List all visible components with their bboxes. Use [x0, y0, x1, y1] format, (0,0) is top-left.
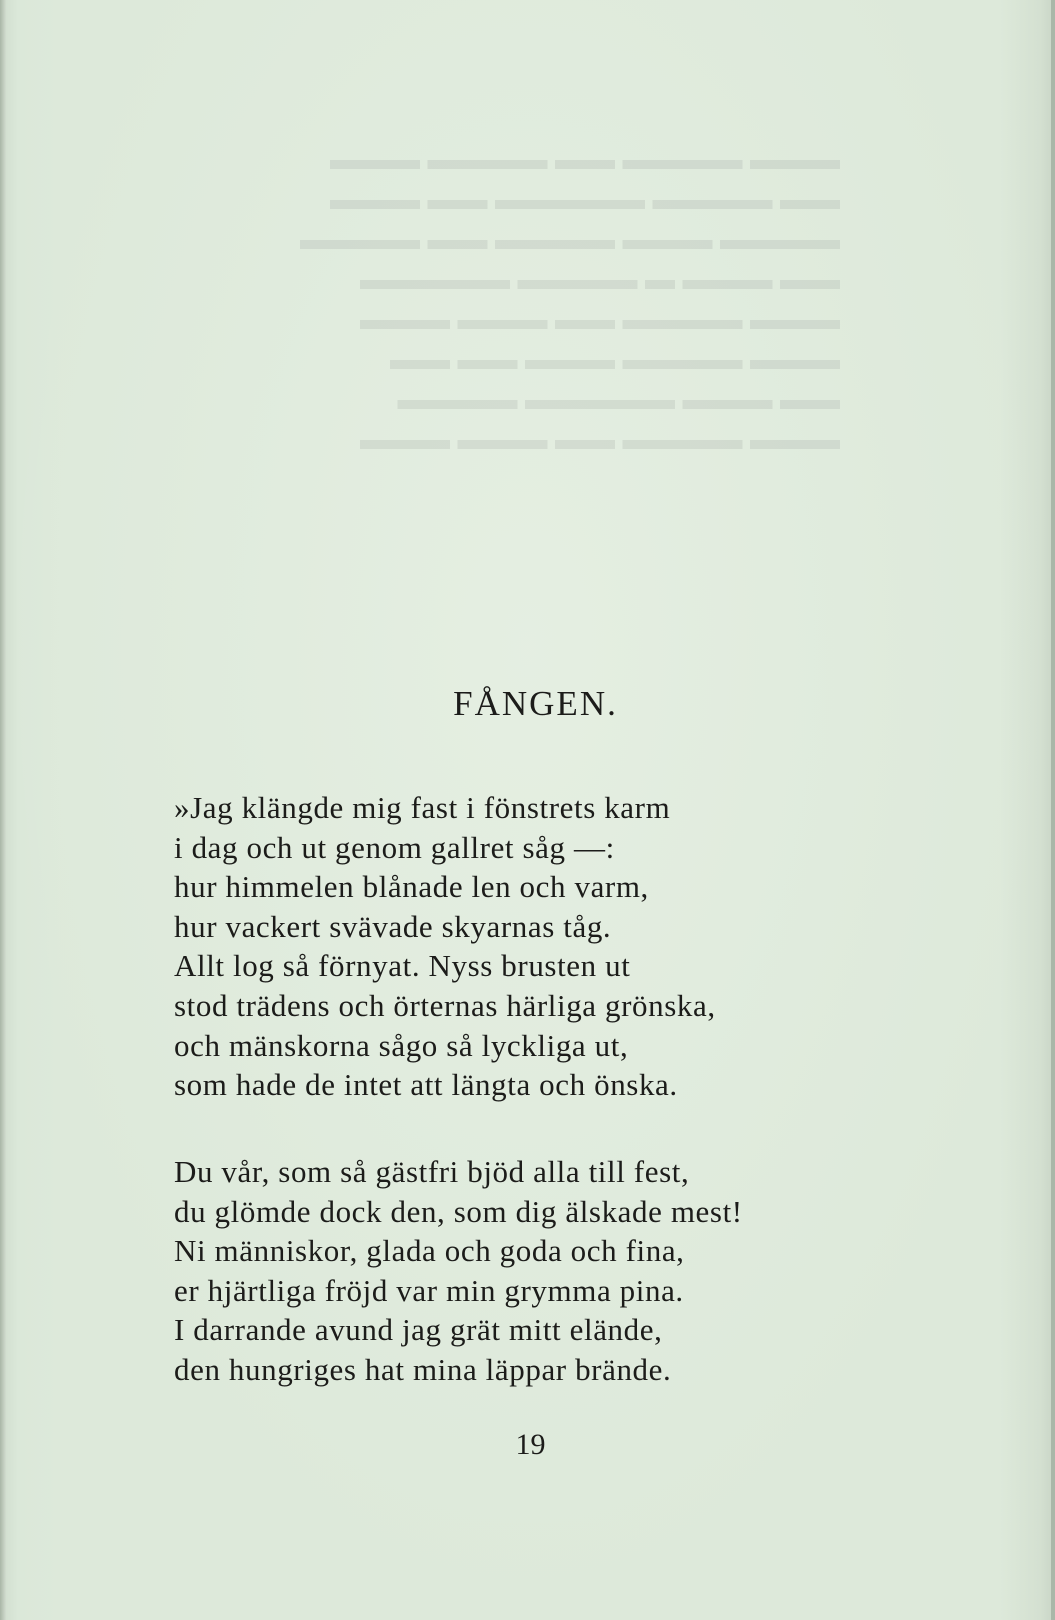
page-number: 19 — [515, 1428, 546, 1461]
poem-line: som hade de intet att längta och önska. — [174, 1067, 678, 1103]
poem-line: er hjärtliga fröjd var min grymma pina. — [174, 1272, 684, 1308]
stanza — [174, 1152, 743, 1390]
poem-line: hur vackert svävade skyarnas tåg. — [174, 908, 612, 944]
show-through-texture: ▬▬▬ ▬▬▬▬ ▬▬ ▬▬▬▬ ▬▬▬ ▬▬ ▬▬▬▬ ▬▬▬▬▬ ▬▬ ▬▬▬ ▬▬▬▬ ▬▬▬ ▬▬▬▬ ▬▬ ▬▬▬▬ ▬▬ ▬▬▬ ▬ ▬▬▬▬ ▬▬▬▬▬ ▬▬▬ ▬▬▬▬ ▬▬ ▬▬▬ ▬▬▬ ▬▬▬ ▬▬▬▬ ▬▬▬ ▬▬ ▬▬ ▬▬ ▬▬▬ ▬▬▬▬▬ ▬▬▬▬ ▬▬▬ ▬▬▬▬ ▬▬ ▬▬▬ ▬▬▬ — [300, 143, 840, 456]
poem-line: den hungriges hat mina läppar brände. — [174, 1351, 672, 1387]
poem-title: FÅNGEN. — [453, 684, 618, 723]
poem-line: och mänskorna sågo så lyckliga ut, — [174, 1027, 629, 1063]
page-left-edge — [0, 0, 6, 1620]
poem-line: Allt log så förnyat. Nyss brusten ut — [174, 948, 631, 984]
poem-line: i dag och ut genom gallret såg —: — [174, 829, 615, 865]
poem-line: Du vår, som så gästfri bjöd alla till fest, — [174, 1154, 690, 1189]
poem-line: hur himmelen blånade len och varm, — [174, 869, 649, 905]
page-right-edge — [1051, 0, 1055, 1620]
poem-line: du glömde dock den, som dig älskade mest! — [174, 1193, 743, 1229]
poem-line: stod trädens och örternas härliga grönska, — [174, 987, 716, 1023]
stanza — [174, 788, 716, 1105]
poem-line: I darrande avund jag grät mitt elände, — [174, 1312, 663, 1348]
poem-line: »Jag klängde mig fast i fönstrets karm — [174, 790, 671, 825]
poem-line: Ni människor, glada och goda och fina, — [174, 1233, 685, 1269]
